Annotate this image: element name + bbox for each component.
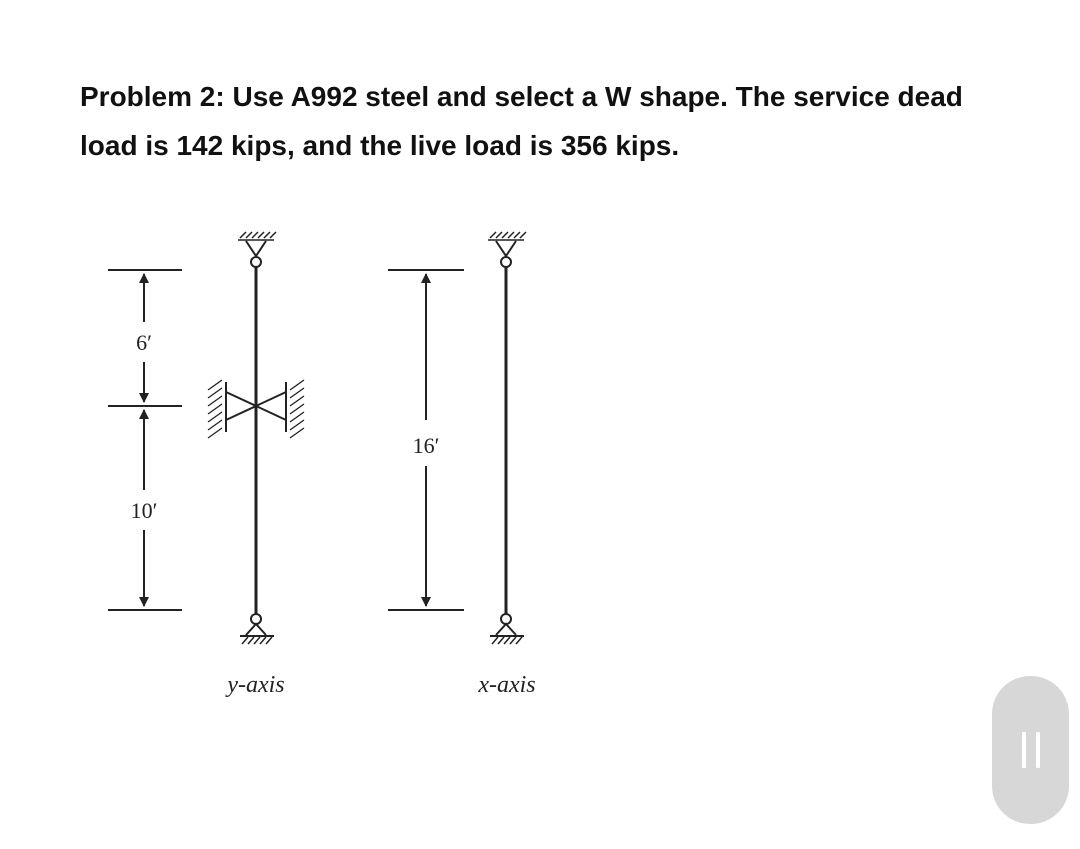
y-top-support-icon [238, 232, 276, 267]
x-bottom-support-icon [490, 614, 524, 644]
y-lower-length-label: 10′ [130, 498, 158, 523]
x-axis-column [488, 232, 526, 644]
scroll-handle[interactable] [992, 676, 1069, 824]
problem-line-1: Problem 2: Use A992 steel and select a W shape. The service dead [80, 81, 963, 112]
y-axis-column [208, 232, 304, 644]
x-length-label: 16′ [412, 433, 440, 458]
y-bottom-support-icon [240, 614, 274, 644]
grip-lines-icon [1022, 732, 1042, 768]
y-axis-caption: y-axis [227, 672, 285, 698]
y-axis-dimension [108, 270, 182, 610]
problem-line-2: load is 142 kips, and the live load is 356 kips. [80, 130, 680, 161]
x-top-support-icon [488, 232, 526, 267]
x-axis-caption: x-axis [478, 672, 536, 698]
y-upper-length-label: 6′ [136, 330, 152, 355]
